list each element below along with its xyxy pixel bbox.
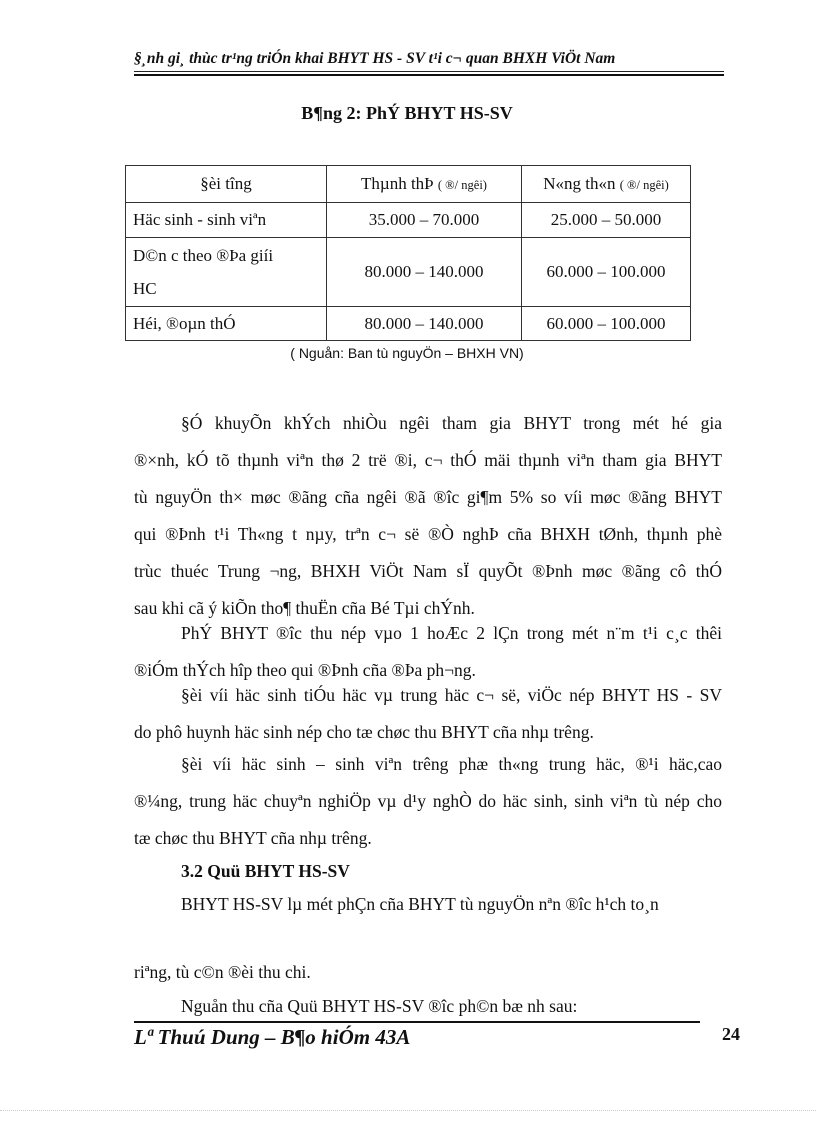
running-header: §¸nh gi¸ thùc tr¹ng triÓn khai BHYT HS - SV t¹i c¬ quan BHXH ViÖt Nam — [134, 50, 616, 67]
table-cell: 35.000 – 70.000 — [327, 203, 522, 238]
paragraph-line: ®iÓm thÝch hîp theo qui ®Þnh cña ®Þa ph¬ng. — [134, 660, 476, 680]
footer-author: Lª Thuú Dung – B¶o hiÓm 43A — [134, 1025, 411, 1049]
table-row — [126, 203, 691, 238]
table-source: ( Nguån: Ban tù nguyÖn – BHXH VN) — [290, 345, 524, 361]
section-heading: 3.2 Quü BHYT HS-SV — [181, 861, 350, 881]
page-number: 24 — [722, 1024, 740, 1044]
unit-label: ( ®/ ngêi) — [437, 178, 487, 192]
paragraph-line: tæ chøc thu BHYT cña nhµ trêng. — [134, 828, 372, 848]
header-rule-thin — [134, 71, 724, 72]
page-edge-dotted-line — [0, 1110, 816, 1111]
table-cell: 25.000 – 50.000 — [522, 203, 691, 238]
table-row — [126, 307, 691, 341]
paragraph-line: sau khi cã ý kiÕn tho¶ thuËn cña Bé Tµi chÝnh. — [134, 598, 475, 618]
paragraph-line: §èi víi häc sinh – sinh viªn trêng phæ th«ng trung häc, ®¹i häc,cao — [181, 754, 722, 774]
paragraph-line: ®×nh, kÓ tõ thµnh viªn thø 2 trë ®i, c¬ thÓ mäi thµnh viªn tham gia BHYT — [134, 450, 722, 470]
unit-label: ( ®/ ngêi) — [619, 178, 669, 192]
paragraph-line: §èi víi häc sinh tiÓu häc vµ trung häc c¬ së, viÖc nép BHYT HS - SV — [181, 685, 722, 705]
table-header-row — [126, 166, 691, 203]
paragraph-line: trùc thuéc Trung ¬ng, BHXH ViÖt Nam sÏ quyÕt ®Þnh møc ®ãng cô thÓ — [134, 561, 722, 581]
paragraph-line: §Ó khuyÕn khÝch nhiÒu ngêi tham gia BHYT trong mét hé gia — [181, 413, 722, 433]
table-cell: D©n c theo ®Þa giíi HC — [126, 238, 327, 307]
column-header-urban: Thµnh thÞ ( ®/ ngêi) — [327, 166, 522, 203]
table-title: B¶ng 2: PhÝ BHYT HS-SV — [301, 103, 513, 123]
table-cell: 80.000 – 140.000 — [327, 307, 522, 341]
column-header-rural: N«ng th«n ( ®/ ngêi) — [522, 166, 691, 203]
paragraph-line: ®¼ng, trung häc chuyªn nghiÖp vµ d¹y nghÒ do häc sinh, sinh viªn tù nép cho — [134, 791, 722, 811]
table-row — [126, 238, 691, 307]
header-rule-thick — [134, 74, 724, 76]
table-cell: 80.000 – 140.000 — [327, 238, 522, 307]
table-cell: Héi, ®oµn thÓ — [126, 307, 327, 341]
paragraph-line: riªng, tù c©n ®èi thu chi. — [134, 962, 311, 982]
fee-table — [125, 165, 691, 341]
column-header-subject: §èi tîng — [126, 166, 327, 203]
table-cell: 60.000 – 100.000 — [522, 307, 691, 341]
paragraph-line: BHYT HS-SV lµ mét phÇn cña BHYT tù nguyÖn nªn ®îc h¹ch to¸n — [181, 894, 659, 914]
paragraph-line: do phô huynh häc sinh nép cho tæ chøc thu BHYT cña nhµ trêng. — [134, 722, 594, 742]
paragraph-line: qui ®Þnh t¹i Th«ng t nµy, trªn c¬ së ®Ò nghÞ cña BHXH tØnh, thµnh phè — [134, 524, 722, 544]
table-cell: 60.000 – 100.000 — [522, 238, 691, 307]
footer-rule — [134, 1021, 700, 1023]
paragraph-line: PhÝ BHYT ®îc thu nép vµo 1 hoÆc 2 lÇn trong mét n¨m t¹i c¸c thêi — [181, 623, 722, 643]
paragraph-line: Nguån thu cña Quü BHYT HS-SV ®îc ph©n bæ nh sau: — [181, 996, 578, 1016]
table-cell: Häc sinh - sinh viªn — [126, 203, 327, 238]
paragraph-line: tù nguyÖn th× møc ®ãng cña ngêi ®ã ®îc gi¶m 5% so víi møc ®ãng BHYT — [134, 487, 722, 507]
